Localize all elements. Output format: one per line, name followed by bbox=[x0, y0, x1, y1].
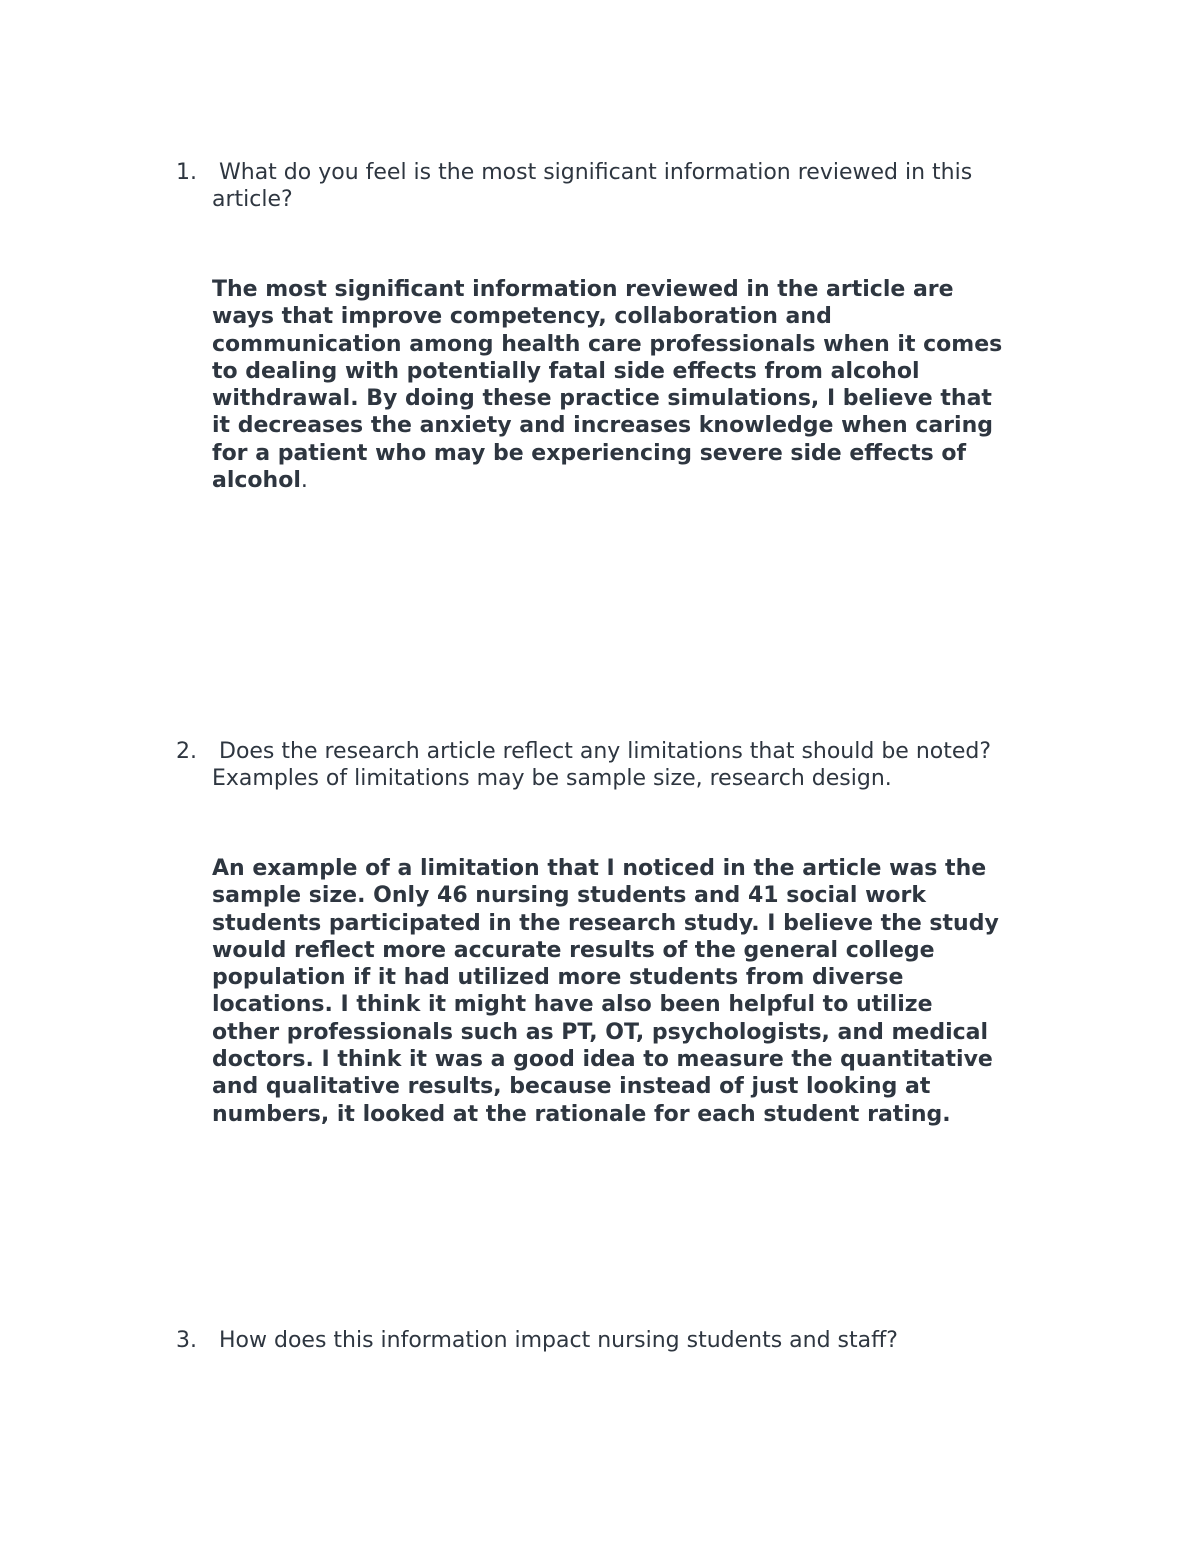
answer-body: The most significant information reviewed in the article are ways that improve competency, collaboration and communication among health care professionals when it comes to dealing with potentially fatal side effects from alcohol withdrawal. By doing these practice simulations, I believe that it decreases the anxiety and increases knowledge when caring for a patient who may be experiencing severe side effects of alcohol bbox=[212, 277, 1003, 494]
answer-text: An example of a limitation that I noticed in the article was the sample size. Only 46 nursing students and 41 social work students participated in the research study. I believe the study would reflect more accurate results of the general college population if it had utilized more students from diverse locations. I think it might have also been helpful to utilize other professionals such as PT, OT, psychologists, and medical doctors. I think it was a good idea to measure the quantitative and qualitative results, because instead of just looking at numbers, it looked at the rationale for each student rating. bbox=[212, 856, 999, 1127]
question-number: 1. bbox=[176, 160, 197, 185]
answer-text bbox=[212, 276, 1082, 494]
question-text: How does this information impact nursing students and staff? bbox=[212, 1328, 898, 1353]
question-text: Does the research article reflect any limitations that should be noted? Examples of limitations may be sample size, research design. bbox=[212, 739, 992, 791]
answer-period: . bbox=[300, 468, 308, 494]
question-number: 2. bbox=[176, 739, 197, 764]
question-text: What do you feel is the most significant information reviewed in this article? bbox=[212, 160, 973, 212]
question-number: 3. bbox=[176, 1328, 197, 1353]
